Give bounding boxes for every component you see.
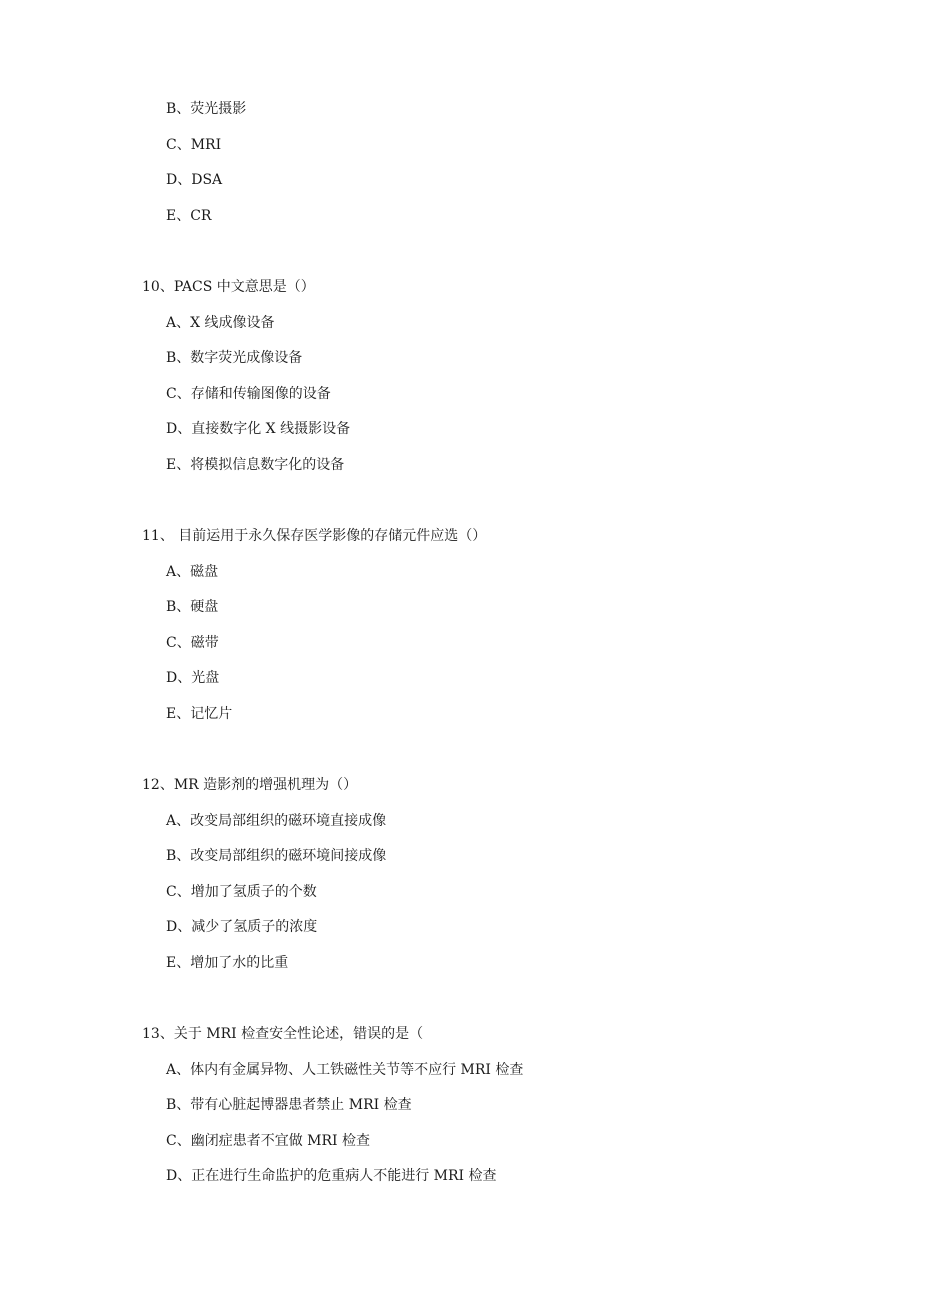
- q12-option-d: D、减少了氢质子的浓度: [166, 919, 318, 935]
- q10-option-b: B、数字荧光成像设备: [166, 350, 303, 366]
- q13-option-c: C、幽闭症患者不宜做 MRI 检查: [166, 1133, 371, 1149]
- q11-option-a: A、磁盘: [166, 564, 219, 580]
- q13-option-a: A、体内有金属异物、人工铁磁性关节等不应行 MRI 检查: [166, 1062, 524, 1078]
- q11-stem: 11、 目前运用于永久保存医学影像的存储元件应选（）: [142, 528, 487, 544]
- q10-option-c: C、存储和传输图像的设备: [166, 386, 331, 402]
- q9-option-c: C、MRI: [166, 137, 222, 153]
- q13-stem: 13、关于 MRI 检查安全性论述，错误的是（: [142, 1026, 424, 1042]
- q11-option-e: E、记忆片: [166, 706, 233, 722]
- q10-option-d: D、直接数字化 X 线摄影设备: [166, 421, 351, 437]
- q13-option-b: B、带有心脏起博器患者禁止 MRI 检查: [166, 1097, 412, 1113]
- q9-option-d: D、DSA: [166, 172, 223, 188]
- q10-option-a: A、X 线成像设备: [166, 315, 275, 331]
- q10-option-e: E、将模拟信息数字化的设备: [166, 457, 345, 473]
- q11-option-b: B、硬盘: [166, 599, 219, 615]
- q12-stem: 12、MR 造影剂的增强机理为（）: [142, 777, 358, 793]
- q12-option-c: C、增加了氢质子的个数: [166, 884, 317, 900]
- q11-option-d: D、光盘: [166, 670, 220, 686]
- q12-option-b: B、改变局部组织的磁环境间接成像: [166, 848, 387, 864]
- q10-stem: 10、PACS 中文意思是（）: [142, 279, 315, 295]
- q9-option-b: B、荧光摄影: [166, 101, 247, 117]
- q9-option-e: E、CR: [166, 208, 212, 224]
- q12-option-a: A、改变局部组织的磁环境直接成像: [166, 813, 387, 829]
- q13-option-d: D、正在进行生命监护的危重病人不能进行 MRI 检查: [166, 1168, 497, 1184]
- q12-option-e: E、增加了水的比重: [166, 955, 289, 971]
- q11-option-c: C、磁带: [166, 635, 219, 651]
